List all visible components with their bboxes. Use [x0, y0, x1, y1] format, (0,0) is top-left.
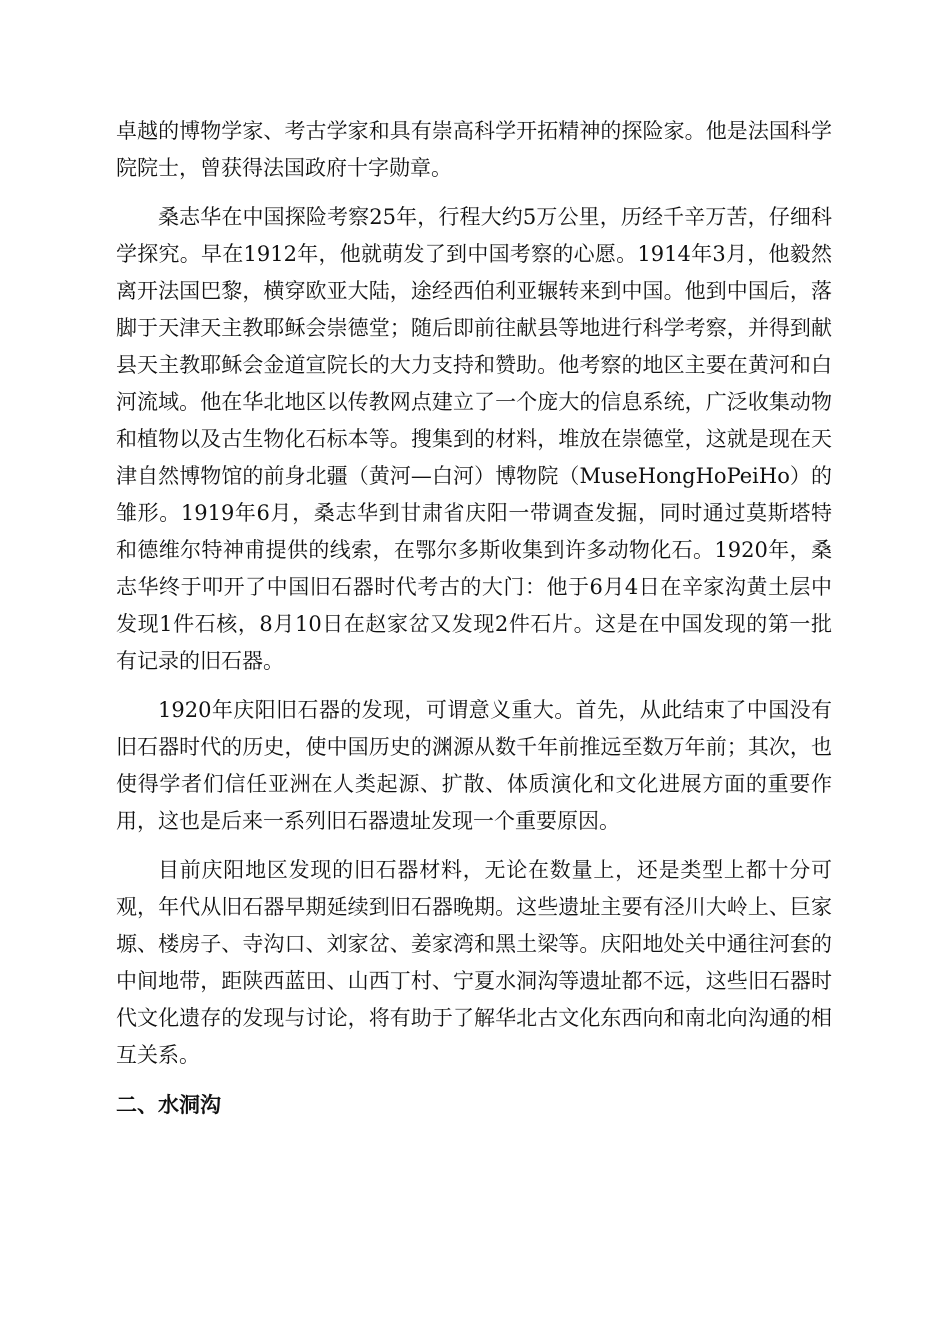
paragraph-licent-expedition: 桑志华在中国探险考察25年，行程大约5万公里，历经千辛万苦，仔细科学探究。早在1912年，他就萌发了到中国考察的心愿。1914年3月，他毅然离开法国巴黎，横穿欧亚大陆，途经西伯利亚辗转来到中国。他到中国后，落脚于天津天主教耶稣会崇德堂；随后即前往献县等地进行科学考察，并得到献县天主教耶稣会金道宣院长的大力支持和赞助。他考察的地区主要在黄河和白河流域。他在华北地区以传教网点建立了一个庞大的信息系统，广泛收集动物和植物以及古生物化石标本等。搜集到的材料，堆放在崇德堂，这就是现在天津自然博物馆的前身北疆（黄河—白河）博物院（MuseHongHoPeiHo）的雏形。1919年6月，桑志华到甘肃省庆阳一带调查发掘，同时通过莫斯塔特和德维尔特神甫提供的线索，在鄂尔多斯收集到许多动物化石。1920年，桑志华终于叩开了中国旧石器时代考古的大门：他于6月4日在辛家沟黄土层中发现1件石核，8月10日在赵家岔又发现2件石片。这是在中国发现的第一批有记录的旧石器。	[116, 205, 832, 673]
document-page	[116, 113, 832, 1123]
paragraph-significance: 1920年庆阳旧石器的发现，可谓意义重大。首先，从此结束了中国没有旧石器时代的历史，使中国历史的渊源从数千年前推远至数万年前；其次，也使得学者们信任亚洲在人类起源、扩散、体质演化和文化进展方面的重要作用，这也是后来一系列旧石器遗址发现一个重要原因。	[116, 698, 832, 833]
paragraph-continuation: 卓越的博物学家、考古学家和具有崇高科学开拓精神的探险家。他是法国科学院院士，曾获得法国政府十字勋章。	[116, 119, 832, 180]
section-heading: 二、水洞沟	[116, 1092, 221, 1117]
paragraph-qingyang-sites: 目前庆阳地区发现的旧石器材料，无论在数量上，还是类型上都十分可观，年代从旧石器早期延续到旧石器晚期。这些遗址主要有泾川大岭上、巨家塬、楼房子、寺沟口、刘家岔、姜家湾和黑土梁等。庆阳地处关中通往河套的中间地带，距陕西蓝田、山西丁村、宁夏水洞沟等遗址都不远，这些旧石器时代文化遗存的发现与讨论，将有助于了解华北古文化东西向和南北向沟通的相互关系。	[116, 858, 832, 1067]
